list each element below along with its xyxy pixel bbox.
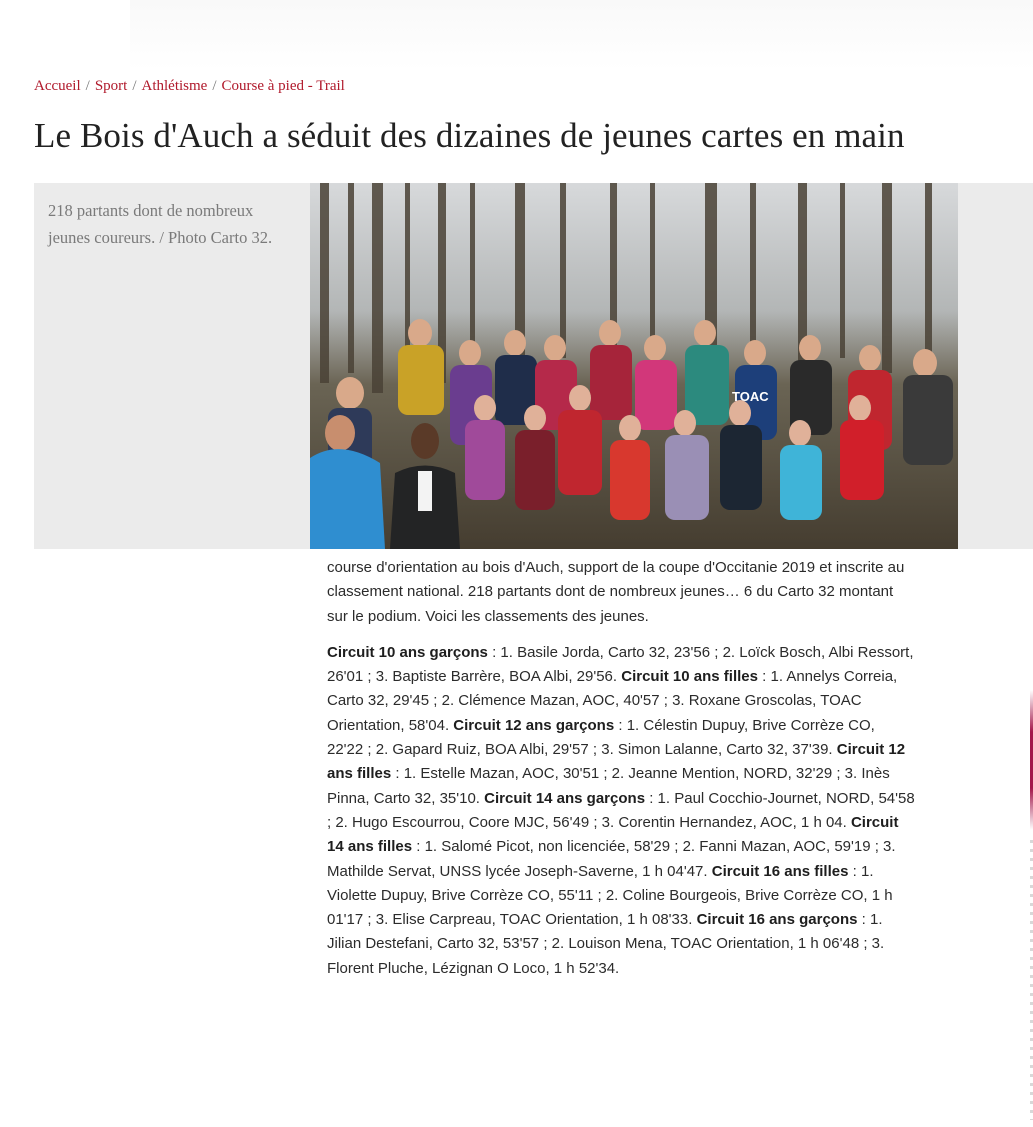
result-label: Circuit 12 ans filles <box>327 741 906 783</box>
photo-sign-text: TOAC <box>732 389 769 404</box>
article-title: Le Bois d'Auch a séduit des dizaines de jeunes cartes en main <box>34 116 905 155</box>
article-intro: course d'orientation au bois d'Auch, support de la coupe d'Occitanie 2019 et inscrite au classement national. 218 partants dont de nombreux jeunes… 6 du Carto 32 montant sur le podium. Voici les classements des jeunes. <box>327 559 905 625</box>
breadcrumb-course-a-pied-trail[interactable]: Course à pied - Trail <box>221 78 345 94</box>
breadcrumb-separator: / <box>132 78 137 94</box>
result-text: : 1. Basile Jorda, Carto 32, 23'56 ; 2. Loïck Bosch, Albi Ressort, 26'01 ; 3. Baptiste Barrère, BOA Albi, 29'56. <box>327 643 914 686</box>
result-text: : 1. Jilian Destefani, Carto 32, 53'57 ; 2. Louison Mena, TOAC Orientation, 1 h 06'48 ; 3. Florent Pluche, Lézignan O Loco, 1 h 52'34. <box>327 911 885 977</box>
result-text: : 1. Annelys Correia, Carto 32, 29'45 ; 2. Clémence Mazan, AOC, 40'57 ; 3. Roxane Groscolas, TOAC Orientation, 58'04. <box>327 668 898 734</box>
result-text: : 1. Célestin Dupuy, Brive Corrèze CO, 22'22 ; 2. Gapard Ruiz, BOA Albi, 29'57 ; 3. Simon Lalanne, Carto 32, 37'39. <box>327 716 875 759</box>
header-fade <box>130 0 1033 70</box>
breadcrumb-sport[interactable]: Sport <box>94 78 128 94</box>
result-text: : 1. Violette Dupuy, Brive Corrèze CO, 55'11 ; 2. Coline Bourgeois, Brive Corrèze CO, 1 h 01'17 ; 3. Elise Carpreau, TOAC Orientation, 1 h 08'33. <box>327 862 893 929</box>
breadcrumb-separator: / <box>85 78 90 94</box>
breadcrumb-separator: / <box>212 78 217 94</box>
breadcrumb-accueil[interactable]: Accueil <box>34 78 81 94</box>
result-text: : 1. Salomé Picot, non licenciée, 58'29 ; 2. Fanni Mazan, AOC, 59'19 ; 3. Mathilde Servat, UNSS lycée Joseph-Saverne, 1 h 04'47. <box>327 838 896 880</box>
breadcrumb <box>34 78 345 95</box>
article-results <box>327 641 915 981</box>
photo-caption: 218 partants dont de nombreux jeunes coureurs. / Photo Carto 32. <box>48 201 273 247</box>
group-photo[interactable] <box>310 183 958 549</box>
result-label: Circuit 16 ans garçons <box>696 911 858 929</box>
group-photo-icon <box>310 183 958 549</box>
result-text: : 1. Estelle Mazan, AOC, 30'51 ; 2. Jeanne Mention, NORD, 32'29 ; 3. Inès Pinna, Carto 32, 35'10. <box>327 765 890 807</box>
result-text: : 1. Paul Cocchio-Journet, NORD, 54'58 ; 2. Hugo Escourrou, Coore MJC, 56'49 ; 3. Corentin Hernandez, AOC, 1 h 04. <box>327 789 915 831</box>
result-label: Circuit 14 ans garçons <box>484 789 646 807</box>
result-label: Circuit 16 ans filles <box>711 862 849 880</box>
article-body <box>327 556 915 993</box>
result-label: Circuit 14 ans filles <box>327 813 899 856</box>
result-label: Circuit 10 ans garçons <box>327 643 488 661</box>
article-media <box>34 183 1033 549</box>
result-label: Circuit 12 ans garçons <box>453 716 615 734</box>
breadcrumb-athletisme[interactable]: Athlétisme <box>141 78 208 94</box>
result-label: Circuit 10 ans filles <box>621 668 758 686</box>
